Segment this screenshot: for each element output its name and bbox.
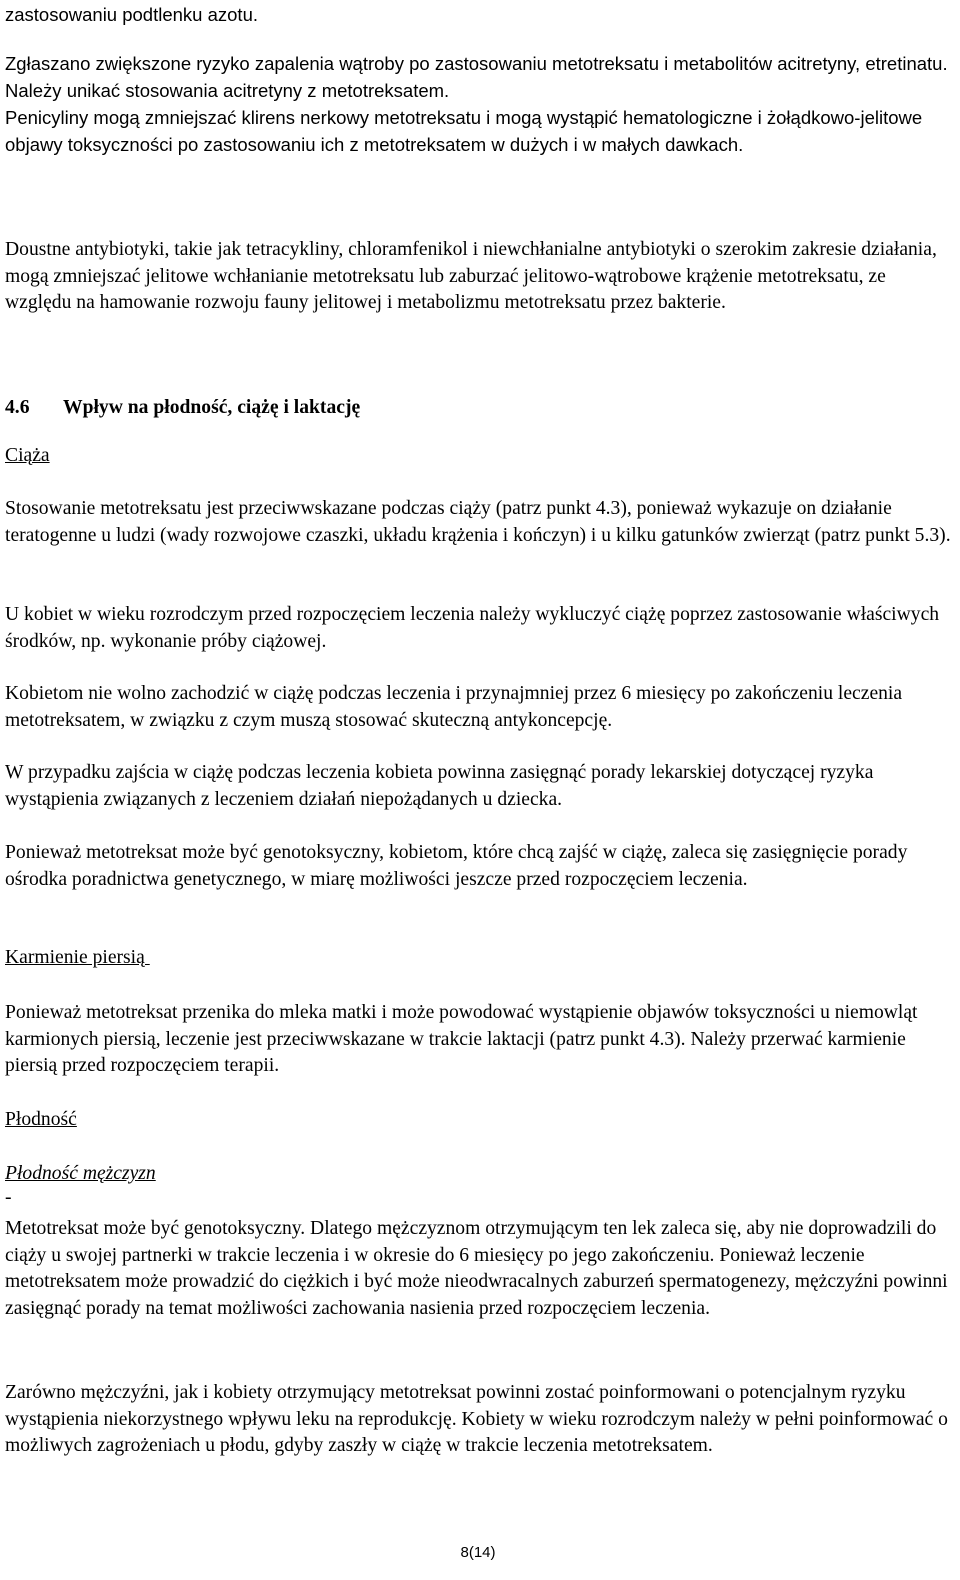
section-title: Wpływ na płodność, ciążę i laktację — [63, 397, 361, 418]
paragraph-reproduction-risk: Zarówno mężczyźni, jak i kobiety otrzymujący metotreksat powinni zostać poinformowani o potencjalnym ryzyku wystąpienia niekorzystnego wpływu leku na reprodukcję. Kobiety w wieku rozrodczym należy w pełni poinformować o możliwych zagrożeniach u płodu, gdyby zaszły w ciążę w trakcie leczenia metotreksatem. — [5, 1382, 948, 1456]
subheading-breastfeeding: Karmienie piersią — [5, 947, 150, 968]
paragraph-genetic-counselling: Ponieważ metotreksat może być genotoksyczny, kobietom, które chcą zajść w ciążę, zaleca się zasięgnięcie porady ośrodka poradnictwa genetycznego, w miarę możliwości jeszcze przed rozpoczęciem leczenia. — [5, 842, 908, 890]
page-number: 8(14) — [460, 1544, 496, 1561]
paragraph-pregnancy-during-treatment: W przypadku zajścia w ciążę podczas leczenia kobieta powinna zasięgnąć porady lekarskiej dotyczącej ryzyka wystąpienia związanych z leczeniem działań niepożądanych u dziecka. — [5, 762, 874, 810]
paragraph-exclude-pregnancy: U kobiet w wieku rozrodczym przed rozpoczęciem leczenia należy wykluczyć ciążę poprzez zastosowanie właściwych środków, np. wykonanie próby ciążowej. — [5, 604, 940, 652]
subheading-fertility: Płodność — [5, 1109, 77, 1130]
paragraph-hepatitis-risk: Zgłaszano zwiększone ryzyko zapalenia wątroby po zastosowaniu metotreksatu i metabolitów acitretyny, etretinatu. Należy unikać stosowania acitretyny z metotreksatem. — [5, 53, 948, 101]
subheading-male-fertility: Płodność mężczyzn — [5, 1163, 156, 1184]
paragraph-breastfeeding: Ponieważ metotreksat przenika do mleka matki i może powodować wystąpienie objawów toksyczności u niemowląt karmionych piersią, leczenie jest przeciwwskazane w trakcie laktacji (patrz punkt 4.3). Należy przerwać karmienie piersią przed rozpoczęciem terapii. — [5, 1002, 918, 1076]
paragraph-contraception: Kobietom nie wolno zachodzić w ciążę podczas leczenia i przynajmniej przez 6 miesięcy po zakończeniu leczenia metotreksatem, w związku z czym muszą stosować skuteczną antykoncepcję. — [5, 683, 903, 731]
section-number: 4.6 — [5, 397, 30, 418]
list-marker-dash: - — [5, 1187, 12, 1208]
paragraph-pregnancy-contraindicated: Stosowanie metotreksatu jest przeciwwskazane podczas ciąży (patrz punkt 4.3), ponieważ wykazuje on działanie teratogenne u ludzi (wady rozwojowe czaszki, układu krążenia i kończyn) i u kilku gatunków zwierząt (patrz punkt 5.3). — [5, 498, 951, 546]
paragraph-male-genotoxicity: Metotreksat może być genotoksyczny. Dlatego mężczyznom otrzymującym ten lek zaleca się, aby nie doprowadzili do ciąży u swojej partnerki w trakcie leczenia i w okresie do 6 miesięcy po jego zakończeniu. Ponieważ leczenie metotreksatem może prowadzić do ciężkich i być może nieodwracalnych zaburzeń spermatogenezy, mężczyźni powinni zasięgnąć porady na temat możliwości zachowania nasienia przed rozpoczęciem leczenia. — [5, 1218, 948, 1319]
subheading-pregnancy: Ciąża — [5, 445, 50, 466]
paragraph-nitrous-oxide: zastosowaniu podtlenku azotu. — [5, 4, 259, 25]
paragraph-oral-antibiotics: Doustne antybiotyki, takie jak tetracykliny, chloramfenikol i niewchłanialne antybiotyki o szerokim zakresie działania, mogą zmniejszać jelitowe wchłanianie metotreksatu lub zaburzać jelitowo-wątrobowe krążenie metotreksatu, ze względu na hamowanie rozwoju fauny jelitowej i metabolizmu metotreksatu przez bakterie. — [5, 239, 937, 313]
paragraph-penicillins: Penicyliny mogą zmniejszać klirens nerkowy metotreksatu i mogą wystąpić hematologiczne i żołądkowo-jelitowe objawy toksyczności po zastosowaniu ich z metotreksatem w dużych i w małych dawkach. — [5, 107, 923, 155]
section-heading-4-6 — [5, 395, 955, 421]
